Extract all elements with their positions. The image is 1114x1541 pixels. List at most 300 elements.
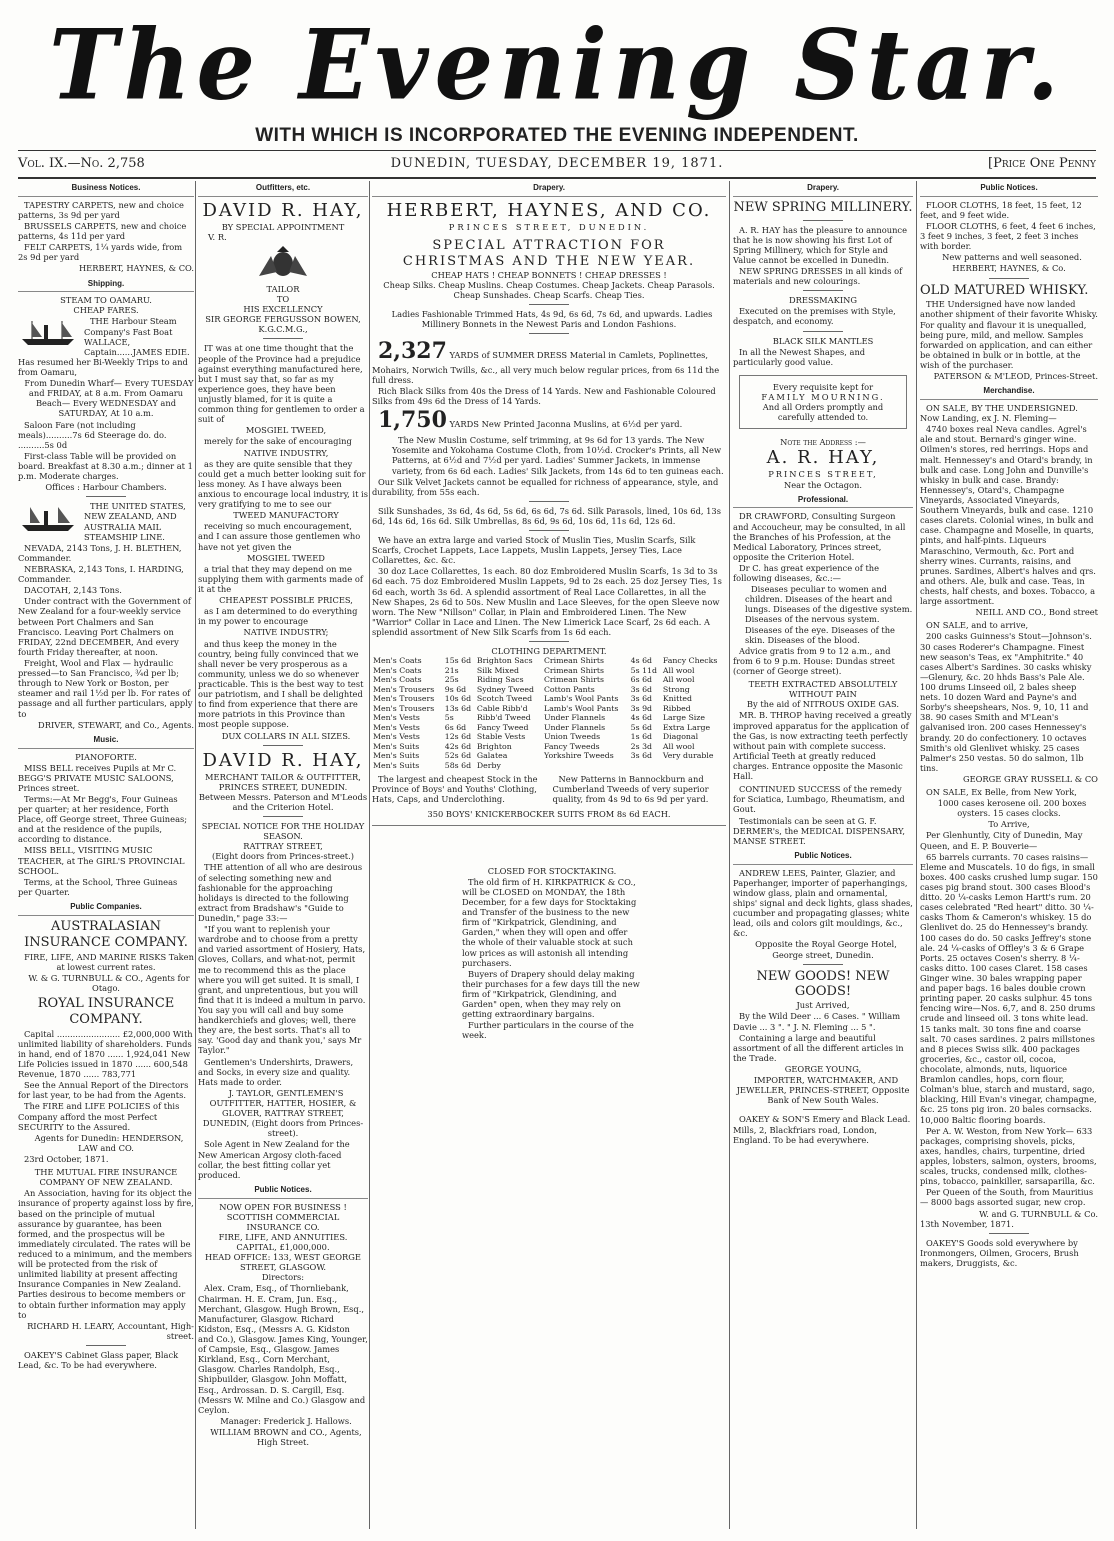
table-cell: Crimean Shirts (543, 656, 605, 666)
column-rule (729, 181, 730, 1529)
ad-text: Silk Sunshades, 3s 6d, 4s 6d, 5s 6d, 6s 6d, 7s 6d. Silk Parasols, lined, 10s 6d, 13s 6d, 14s 6d, 16s 6d. Silk Umbrellas, 8s 6d, 9s 6d, 10s 6d, 11s 6d, 12s 6d. (372, 505, 721, 526)
ad-text: CHEAPEST POSSIBLE PRICES, (219, 595, 353, 606)
ad-text: FLOOR CLOTHS, 6 feet, 4 feet 6 inches, 3 feet 9 inches, 3 feet, 2 feet 3 inches with border. (920, 220, 1096, 252)
ad-text: as they are quite sensible that they could get a much better looking suit for less money. As I have always been anxious to encourage local industry, it is very gratifying to me to see our (198, 458, 368, 510)
ad-heading: DAVID R. HAY, (202, 749, 364, 771)
table-cell: Knitted (662, 694, 693, 704)
ad-text: MOSGIEL TWEED (247, 552, 325, 563)
ad-text: BRUSSELS CARPETS, new and choice patterns, 4s 11d per yard (18, 220, 187, 242)
table-cell: 52s 6d (444, 751, 472, 761)
ad-text: NATIVE INDUSTRY, (243, 447, 329, 458)
ad-text: Note the Address :— (780, 437, 866, 448)
ad-heading: SPECIAL ATTRACTION FOR (432, 237, 666, 253)
ad-text: New patterns and well seasoned. (942, 252, 1082, 263)
ad-text: The FIRE and LIFE POLICIES of this Company afford the most Perfect SECURITY to the Assured. (18, 1101, 180, 1132)
table-cell: 13s 6d (444, 703, 472, 713)
table-cell: Men's Coats (373, 675, 422, 685)
ad-text: Sole Agent in New Zealand for the New American Argosy cloth-faced collar, the best fitting collar yet produced. (198, 1139, 350, 1180)
ad-text: Per Glenhuntly, City of Dunedin, May Queen, and E. P. Bouverie— (920, 830, 1083, 851)
divider (529, 501, 569, 502)
ad-text: Our Silk Velvet Jackets cannot be equalled for richness of appearance, style, and durability, from 55s each. (372, 476, 719, 497)
remedy-advert (733, 784, 913, 846)
table-cell: 42s 6d (444, 741, 472, 751)
ad-text: 1000 cases kerosene oil. 200 boxes oysters. 15 cases clocks. (937, 798, 1087, 819)
millinery-advert (733, 200, 913, 490)
table-cell: Lamb's Wool Pants (543, 694, 619, 704)
table-cell: Men's Suits (373, 760, 420, 770)
table-row (372, 751, 726, 761)
ad-text: Capital ........................ £2,000,000 With unlimited liability of shareholders. Funds in hand, end of 1870 ...... 1,924,041 New Life Policies issued in 1870 ...... 600,548 Revenue, 1870 ...... 783,771 (18, 1028, 193, 1080)
ad-text: W. & G. TURNBULL & CO., Agents for Otago. (28, 972, 190, 993)
divider (18, 177, 1096, 179)
steamer-advert (18, 295, 194, 492)
table-cell: 4s 6d (630, 656, 653, 666)
table-cell: Silk Mixed (476, 665, 519, 675)
ad-text: The New Muslin Costume, self trimming, at 9s 6d for 13 yards. The New Yosemite and Yokohama Costume Cloth, from 10½d. Crocker's Prints, all New Patterns, at 6½d and 7½d per yard. Ladies' Summer Jackets, in immense variety, from 6s 6d each. Ladies' Silk Jackets, from 14s 6d to ten guineas each. (392, 435, 724, 476)
table-cell (662, 761, 726, 771)
table-cell: Extra Large (662, 722, 711, 732)
holiday-notice (198, 821, 368, 1180)
insurance-advert (18, 919, 194, 993)
table-cell: 3s 6d (630, 684, 653, 694)
table-cell: 3s 6d (630, 694, 653, 704)
advertiser: DRIVER, STEWART, and Co., Agents. (38, 719, 194, 730)
table-cell: Ribb'd Tweed (476, 713, 531, 723)
table-row (372, 761, 726, 771)
table-cell: Fancy Tweed (476, 722, 529, 732)
ad-text: Containing a large and beautiful assortment of all the different articles in the Trade. (733, 1032, 904, 1063)
whisky-advert (920, 283, 1098, 382)
table-row (372, 723, 726, 733)
yardage-figure: 1,750 (378, 407, 447, 434)
dateline (18, 156, 1096, 176)
table-cell: Fancy Checks (662, 656, 718, 666)
ad-text: Agents for Dunedin: HENDERSON, LAW and CO. (34, 1132, 184, 1153)
ad-text: Rich Black Silks from 40s the Dress of 14 Yards. New and Fashionable Coloured Silks from 49s 6d the Dress of 14 Yards. (372, 386, 716, 407)
section-heading: Merchandise. (920, 384, 1098, 400)
advertiser: NEILL AND CO., Bond street (975, 607, 1098, 618)
painter-advert (733, 868, 913, 960)
ad-text: 65 barrels currants. 70 cases raisins—Eleme and Muscatels. 10 do figs, in small boxes. 400 casks crushed lump sugar. 150 cases pig brand stout. 300 cases Blood's ditto. 20 ¼-casks Lemon Hartt's rum. 20 cases celebrated "Red heart" ditto. 30 ¼-casks Thom & Cameron's whiskey. 15 do Glenlivet do. 25 do Hennessey's brandy. 100 cases do do. 50 casks Jeffrey's stone ale. 24 ¼-casks of Offley's 3 & 6 Grape Ports. 25 octaves Cosen's sherry. 8 ¼-casks ditto. 100 cases Claret. 158 cases Ginger wine. 30 bales wrapping paper and paper bags. 16 bales double crown printing paper. 20 casks sulphur. 45 tons fencing wire—Nos. 6,7, and 8. 250 drums crude and linseed oil. 3 tons white lead. 15 tanks malt. 30 tons fine and coarse salt. 70 cases sardines. 2 pairs millstones and 8 pieces Swiss silk. 400 packages groceries, &c., castor oil, cocoa, chocolate, almonds, nuts, liquorice Bramlon candles, hops, corn flour, Colman's blue, starch and mustard, sago, blacking, Hill Evan's vinegar, champagne, &c. 25 tons pig iron. 20 bales cornsacks. 10,000 Baltic flooring boards. (920, 851, 1098, 1125)
table-cell: 2s 3d (630, 741, 653, 751)
table-cell: Galatea (476, 751, 508, 761)
table-cell: Derby (476, 760, 501, 770)
ad-text: THE attention of all who are desirous of selecting something new and fashionable for the approaching holidays is directed to the following extract from Bradshaw's "Guide to Dunedin," page 33:— (198, 862, 363, 923)
ad-heading: THE MUTUAL FIRE INSURANCE COMPANY OF NEW ZEALAND. (34, 1167, 178, 1188)
ad-text: Terms, at the School, Three Guineas per Quarter. (18, 876, 178, 897)
ad-text: Every requisite kept for (772, 381, 874, 392)
ad-text: 4740 boxes real Neva candles. Agrel's ale and stout. Bernard's ginger wine. Oilmen's stores, red herrings. Hops and malt. Hennessey's and Otard's brandy, in bulk and case. Long John and Dunville's whisky in bulk and case. Brandy: Hennessey's, Otard's, Champagne Vineyards, Associated Vineyards, Southern Vineyards, bulk and case. 1210 cases clarets. Colonial wines, in bulk and case. Champagne and Moselle, in quarts, pints, and half-pints. Liqueurs Maraschino, Vermouth, &c. Port and sherry wines. Currants, raisins, and prunes. Sardines, Albert's halves and qrs. and others. Ale, bulk and case. Teas, in chests, half chests, and boxes. Tobacco, a large assortment. (920, 424, 1096, 607)
table-row (372, 713, 726, 723)
ad-text: BY SPECIAL APPOINTMENT (221, 221, 345, 232)
oakey-goods-advert (920, 1238, 1098, 1268)
ad-subheading: CHEAP FARES. (73, 305, 139, 316)
column-rule (369, 181, 370, 1529)
ad-text: The largest and cheapest Stock in the Province of Boys' and Youths' Clothing, Hats, Caps, and Underclothing. (372, 774, 538, 805)
table-cell: Men's Vests (373, 713, 420, 723)
divider (989, 278, 1029, 279)
ad-text: Per A. W. Weston, from New York— 633 packages, comprising shovels, picks, axes, handles, chairs, turpentine, dried apples, lobsters, salmon, oysters, brooms, scales, trucks, condensed milk, clothes-pins, tobacco, painkiller, sarsaparilla, &c. (920, 1125, 1097, 1187)
ad-heading: GEORGE YOUNG, (784, 1064, 862, 1074)
ad-text: DACOTAH, 2,143 Tons. (24, 585, 122, 596)
ad-text: Between Messrs. Paterson and M'Leods and the Criterion Hotel. (198, 791, 368, 812)
ad-text: From Dunedin Wharf— Every TUESDAY and FRIDAY, at 8 a.m. From Oamaru Beach— Every WEDNESDAY and SATURDAY, At 10 a.m. (24, 378, 194, 419)
column-3 (372, 181, 726, 1531)
section-heading: Professional. (733, 493, 913, 509)
ad-text: FELT CARPETS, 1¼ yards wide, from 2s 9d per yard (18, 242, 183, 263)
column-4 (733, 181, 913, 1531)
ad-text: Further particulars in the course of the week. (462, 1020, 634, 1041)
masthead-title: The Evening Star. (49, 8, 1065, 122)
ad-text: 350 BOYS' KNICKERBOCKER SUITS FROM 8s 6d EACH. (427, 808, 671, 819)
volume-number: Vol. IX.—No. 2,758 (18, 156, 145, 171)
royal-crest-icon (253, 246, 313, 280)
dentist-advert (733, 679, 913, 781)
table-cell: All wool (662, 665, 695, 675)
ad-text: By the aid of NITROUS OXIDE GAS. (746, 699, 900, 710)
ad-text: By the Wild Deer ... 6 Cases. " William Davie ... 3 ". " J. N. Fleming ... 5 ". (733, 1011, 901, 1032)
ad-text: Dr C. has great experience of the following diseases, &c.:— (733, 562, 880, 584)
advertiser: HERBERT, HAYNES, & CO. (78, 263, 194, 274)
table-cell: 12s 6d (444, 732, 472, 742)
divider (86, 1345, 126, 1346)
new-goods-advert (733, 969, 913, 1106)
section-heading: Drapery. (372, 181, 726, 197)
ad-text: merely for the sake of encouraging (204, 436, 352, 447)
ad-text: OAKEY'S Goods sold everywhere by Ironmongers, Oilmen, Grocers, Brush makers, Druggists, &c. (920, 1237, 1079, 1268)
advertiser: GEORGE GRAY RUSSELL & CO (962, 773, 1098, 784)
ad-text: THE Harbour Steam Company's Fast Boat WALLACE, Captain......JAMES EDIE. Has resumed her Bi-Weekly Trips to and from Oamaru, (18, 316, 190, 378)
ad-text: a trial that they may depend on me supplying them with garments made of it at the (198, 563, 363, 594)
table-cell: 4s 6d (630, 713, 653, 723)
table-cell: Cotton Pants (543, 684, 595, 694)
ad-text: 30 doz Lace Collarettes, 1s each. 80 doz Embroidered Muslin Scarfs, 1s 3d to 3s 6d each. 75 doz Embroidered Muslin Lappets, 9d to 2s each. 25 doz Jersey Ties, 1s 6d each, worth 3s 6d. A splendid assortment of Real Lace Collarettes, in all the New Shapes, 2s 6d to 50s. New Muslin and Lace Sleeves, for the open Sleeve now worn. The New "Nillson" Collar, in Plain and Embroidered Linen. The New "Warrior" Collar in Lace and Linen. The New Limerick Lace Scarf, 2s 6d each. A splendid assortment of New Silk Scarfs from 1s 6d each. (372, 566, 722, 638)
table-cell (630, 761, 662, 771)
clothing-footer (372, 773, 726, 805)
table-cell: 15s 6d (444, 656, 472, 666)
stocktaking-notice (462, 866, 642, 1041)
ad-heading: FAMILY MOURNING. (761, 392, 885, 403)
table-cell: Under Flannels (543, 722, 606, 732)
divider (529, 530, 569, 531)
ad-text: Terms:—At Mr Begg's, Four Guineas per quarter; at her residence, Forth Place, off George street, Three Guineas; and at the residence of the pupils, according to distance. (18, 793, 188, 845)
ad-text: 23rd October, 1871. (24, 1153, 109, 1164)
table-cell: Men's Vests (373, 722, 420, 732)
divider (803, 220, 843, 221)
table-cell: 21s (444, 665, 459, 675)
ad-heading: OLD MATURED WHISKY. (920, 282, 1089, 298)
advertiser: PATERSON & M'LEOD, Princes-Street. (933, 371, 1098, 382)
ad-text: NATIVE INDUSTRY; (243, 627, 329, 638)
table-cell: Ribbed (662, 703, 691, 713)
issue-date: DUNEDIN, TUESDAY, DECEMBER 19, 1871. (390, 156, 724, 171)
section-heading: Drapery. (733, 181, 913, 197)
divider (86, 496, 126, 497)
clothing-price-table (372, 656, 726, 770)
ad-text: THE Undersigned have now landed another shipment of their favorite Whisky. For quality and flavour it is unequalled, being pure, mild, and mellow. Samples forwarded on application, and can either be obtained in bulk or in bottle, at the wish of the purchaser. (920, 299, 1098, 371)
ad-text: "If you want to replenish your wardrobe and to choose from a pretty and varied assortment of Hosiery, Hats, Gloves, Collars, and what-not, permit me to recommend this as the place where you will get suited. It is small, I grant, and unpretentious, but you will find that it is indeed a multum in parvo. You say you will call and buy some handkerchiefs and gloves; well, there they are, the best sorts. That's all to say. 'Good day and thank you,' says Mr Taylor." (198, 924, 366, 1056)
section-heading: Public Companies. (18, 900, 194, 916)
ad-text: Gentlemen's Undershirts, Drawers, and Socks, in every size and quality. Hats made to order. (198, 1056, 354, 1087)
ad-text: NEVADA, 2143 Tons, J. H. BLETHEN, Commander. (18, 542, 182, 563)
ad-text: An Association, having for its object the insurance of property against loss by fire, based on the principle of mutual assurance by guarantee, has been formed, and the prospectus will be immediately circulated. The rates will be reduced to a minimum, and the members will be protected from the risk of unlimited liability at present affecting Insurance Companies in New Zealand. Parties desirous to become members or to obtain further information may apply to (18, 1188, 194, 1320)
table-cell: Brighton Sacs (476, 656, 533, 666)
tailor-advert (198, 200, 368, 741)
ad-text: Testimonials can be seen at G. F. DERMER's, the MEDICAL DISPENSARY, MANSE STREET. (733, 815, 905, 846)
divider (803, 290, 843, 291)
ad-text: OAKEY'S Cabinet Glass paper, Black Lead, &c. To be had everywhere. (18, 1349, 179, 1371)
table-cell: Fancy Tweeds (543, 741, 600, 751)
ad-text: In all the Newest Shapes, and particularly good value. (733, 346, 866, 367)
advertiser: HERBERT, HAYNES, & Co. (952, 263, 1066, 274)
ad-text: TO (276, 294, 290, 305)
table-row (372, 694, 726, 704)
table-cell: Union Tweeds (543, 732, 601, 742)
ad-text: TWEED MANUFACTORY (233, 510, 339, 521)
ad-text: TAILOR (266, 283, 300, 294)
column-rule (195, 181, 196, 1529)
table-row (372, 742, 726, 752)
table-cell: Men's Trousers (373, 703, 435, 713)
ad-text: The old firm of H. KIRKPATRICK & CO., will be CLOSED on MONDAY, the 18th December, for a few days for Stocktaking and Transfer of the business to the new firm of "Kirkpatrick, Glendining, and Garden," when they will open and offer the whole of their valuable stock at such low prices as will astonish all intending purchasers. (462, 876, 637, 968)
section-heading: Public Notices. (920, 181, 1098, 197)
ad-heading: TEETH EXTRACTED ABSOLUTELY WITHOUT PAIN (748, 679, 898, 700)
ad-text: PRINCES STREET, DUNEDIN. (448, 221, 650, 232)
ad-text: And all Orders promptly and carefully attended to. (762, 402, 884, 423)
table-cell: Brighton (476, 741, 512, 751)
ad-text: SIR GEORGE FERGUSSON BOWEN, K.G.C.M.G., (205, 314, 361, 335)
column-rule (916, 181, 917, 1529)
divider (529, 641, 569, 642)
table-cell: All wool (662, 675, 695, 685)
ad-text: Diseases peculiar to women and children. Diseases of the heart and lungs. Diseases of the digestive system. Diseases of the nervous system. Diseases of the eye. Diseases of the skin. Diseases of the blood. (745, 584, 913, 645)
divider (803, 964, 843, 965)
table-row (372, 704, 726, 714)
section-heading: Outfitters, etc. (198, 181, 368, 197)
royal-crest-row (198, 232, 368, 242)
ad-text: NEBRASKA, 2,143 Tons, I. HARDING, Commander. (18, 564, 184, 585)
ad-text: See the Annual Report of the Directors for last year, to be had from the Agents. (18, 1080, 189, 1101)
ad-text: FIRE, LIFE, AND ANNUITIES. (218, 1231, 348, 1242)
ad-heading: ROYAL INSURANCE COMPANY. (37, 995, 175, 1027)
ad-text: MOSGIEL TWEED, (245, 425, 327, 436)
section-heading: Business Notices. (18, 181, 194, 197)
ad-text: FLOOR CLOTHS, 18 feet, 15 feet, 12 feet, and 9 feet wide. (920, 199, 1082, 220)
ad-text: MR. B. THROP having received a greatly improved apparatus for the application of the Gas, is now extracting teeth perfectly without pain with complete success. Artificial Teeth at greatly reduced charges. Entrance opposite the Masonic Hall. (733, 710, 912, 782)
table-cell: Men's Trousers (373, 694, 435, 704)
table-cell: 3s 9d (630, 703, 653, 713)
table-cell: 5s 6d (630, 722, 653, 732)
table-cell: Men's Trousers (373, 684, 435, 694)
ad-text: Near the Octagon. (784, 479, 862, 490)
ad-heading: DAVID R. HAY, (202, 199, 364, 221)
section-heading: Public Notices. (733, 849, 913, 865)
table-cell: Strong (662, 684, 690, 694)
steamship-icon (18, 503, 78, 533)
ad-text: New Patterns in Bannockburn and Cumberland Tweeds of very superior quality, from 4s 9d to 6s 9d per yard. (552, 774, 709, 805)
ad-text: Cheap Silks. Cheap Muslins. Cheap Costumes. Cheap Jackets. Cheap Parasols. Cheap Sunshades. Cheap Scarfs. Cheap Ties. (383, 279, 715, 300)
ad-heading: A. R. HAY, (766, 447, 880, 469)
table-cell: Men's Suits (373, 751, 420, 761)
ad-text: IT was at one time thought that the people of the Province had a prejudice against everything manufactured here, but I must say that, so far as my experience goes, they have been unjustly blamed, for it is quite a common thing for gentlemen to order a suit of (198, 343, 365, 425)
merchant-tailor-advert (198, 750, 368, 812)
ad-text: FIRE, LIFE, AND MARINE RISKS Taken at lowest current rates. (24, 951, 194, 972)
ad-text: Ladies Fashionable Trimmed Hats, 4s 9d, 6s 6d, 7s 6d, and upwards. Ladies Millinery Bonnets in the Newest Paris and London Fashions. (391, 308, 713, 329)
table-cell: 58s 6d (444, 760, 472, 770)
ad-text: YARDS of SUMMER DRESS Material in Camlets, Poplinettes, Mohairs, Norwich Twills, &c., all very much below regular prices, from 6s 11d the full dress. (372, 350, 720, 386)
divider (263, 745, 303, 746)
table-cell: 6s 6d (630, 675, 653, 685)
sale-advert-russell (920, 620, 1098, 784)
advertiser: RICHARD H. LEARY, Accountant, High-street. (27, 1320, 194, 1341)
ad-heading: NEW GOODS! NEW GOODS! (756, 968, 890, 1000)
section-heading: Public Notices. (198, 1183, 368, 1199)
table-cell: Crimean Shirts (543, 665, 605, 675)
section-heading: Shipping. (18, 277, 194, 293)
carpet-advert (18, 200, 194, 274)
ad-heading: DRESSMAKING (788, 295, 858, 306)
ad-text: CONTINUED SUCCESS of the remedy for Sciatica, Lumbago, Rheumatism, and Gout. (733, 784, 905, 815)
scottish-insurance-advert (198, 1202, 368, 1448)
ad-text: A. R. HAY has the pleasure to announce that he is now showing his first Lot of Spring Millinery, which for Style and Value cannot be excelled in Dunedin. (733, 224, 907, 265)
ad-text: OAKEY & SON'S Emery and Black Lead. Mills, 2, Blackfriars road, London, England. To be had everywhere. (733, 1114, 911, 1145)
ad-text: 13th November, 1871. (920, 1218, 1014, 1229)
ad-text: Under contract with the Government of New Zealand for a four-weekly service between Port Chalmers and San Francisco. Leaving Port Chalmers on FRIDAY, 22nd DECEMBER, And every fourth Friday thereafter, at noon. (18, 596, 191, 657)
ad-text: YARDS New Printed Jaconna Muslins, at 6½d per yard. (449, 419, 683, 430)
column-2 (198, 181, 368, 1531)
table-cell: Men's Coats (373, 665, 422, 675)
ad-text: CHEAP HATS ! CHEAP BONNETS ! CHEAP DRESSES ! (431, 269, 667, 280)
ad-text: Buyers of Drapery should delay making their purchases for a few days till the new firm of "Kirkpatrick, Glendining, and Garden" open, when they may rely on getting extraordinary bargains. (462, 968, 640, 1020)
ad-text: receiving so much encouragement, and I can assure those gentlemen who have not yet given the (198, 521, 361, 552)
ad-text: Freight, Wool and Flax — hydraulic pressed—to San Francisco, ¾d per lb; through to New York or Boston, per steamer and rail 1½d per lb. For rates of passage and all further particulars, apply to (18, 657, 193, 719)
drapery-advert (372, 200, 726, 819)
table-cell: Under Flannels (543, 713, 606, 723)
ad-text: We have an extra large and varied Stock of Muslin Ties, Muslin Scarfs, Silk Scarfs, Crochet Lappets, Lace Lappets, Muslin Lappets, Jersey Ties, Lace Collarettes, &c. &c. (372, 535, 696, 566)
table-cell: 5s (444, 713, 454, 723)
table-cell: Crimean Shirts (543, 675, 605, 685)
ad-heading: THE UNITED STATES, NEW ZEALAND, AND AUSTRALIA MAIL STEAMSHIP LINE. (84, 501, 186, 542)
music-advert (18, 752, 194, 898)
ad-text: ANDREW LEES, Painter, Glazier, and Paperhanger, importer of paperhangings, window glass, plain and ornamental, ships' signal and deck lights, glass shades, cucumber and propagating glasses; white lead, oils and colors gilt mouldings, &c., &c. (733, 867, 913, 939)
ad-heading: CHRISTMAS AND THE NEW YEAR. (402, 253, 696, 269)
table-row (372, 732, 726, 742)
table-cell: Yorkshire Tweeds (543, 751, 614, 761)
ad-text: NEW SPRING DRESSES in all kinds of materials and new colourings. (733, 266, 903, 287)
ad-text: HEAD OFFICE: 133, WEST GEORGE STREET, GLASGOW. (205, 1252, 361, 1273)
table-cell: Diagonal (662, 732, 699, 742)
crest-initials: V. R. (208, 231, 227, 242)
ad-heading: ON SALE, Ex Belle, from New York, (926, 787, 1077, 798)
table-cell: Sydney Tweed (476, 684, 534, 694)
ad-text: Directors: (261, 1272, 305, 1283)
yardage-figure: 2,327 (378, 338, 447, 365)
ad-heading: ON SALE, and to arrive, (926, 620, 1029, 631)
ad-text: TAPESTRY CARPETS, new and choice patterns, 3s 9d per yard (18, 199, 184, 220)
ad-text: (Eight doors from Princes-street.) (211, 851, 355, 862)
table-cell: 6s 6d (444, 722, 467, 732)
sale-advert-turnbull (920, 787, 1098, 1229)
divider (989, 1233, 1029, 1234)
ad-heading: NOW OPEN FOR BUSINESS ! (219, 1201, 347, 1212)
ad-text: Offices : Harbour Chambers. (45, 482, 167, 493)
ad-text: First-class Table will be provided on board. Breakfast at 8.30 a.m.; dinner at 1 p.m. Moderate charges. (18, 450, 193, 482)
ad-text: Alex. Cram, Esq., of Thornliebank, Chairman. H. E. Cram, Jun. Esq., Merchant, Glasgow. Hugh Brown, Esq., Manufacturer, Glasgow. Richard Kidston, Esq., (Messrs A. G. Kidston and Co.), Glasgow. James King, Younger, of Campsie, Esq., Glasgow. James Kirkland, Esq., Corn Merchant, Glasgow. Charles Randolph, Esq., Shipbuilder, Glasgow. John Moffatt, Esq., Ardrossan. D. S. Cargill, Esq. (Messrs W. Milne and Co.) Glasgow and Ceylon. (198, 1283, 368, 1415)
ad-text: MERCHANT TAILOR & OUTFITTER, PRINCES STREET, DUNEDIN. (205, 771, 361, 792)
table-cell: 5s 11d (630, 665, 658, 675)
incorporated-line: WITH WHICH IS INCORPORATED THE EVENING INDEPENDENT. (255, 125, 859, 146)
divider (263, 338, 303, 339)
ad-text: J. TAYLOR, GENTLEMEN'S OUTFITTER, HATTER, HOSIER, & GLOVER, RATTRAY STREET, DUNEDIN, (Eight doors from Princes-street). (202, 1087, 364, 1139)
ad-text: PRINCES STREET, (768, 469, 878, 480)
table-cell: Men's Coats (373, 656, 422, 666)
ad-text: Per Queen of the South, from Mauritius— 8000 bags assorted sugar, new crop. (920, 1187, 1094, 1208)
divider (529, 304, 569, 305)
ad-text: Executed on the premises with Style, despatch, and economy. (733, 306, 896, 327)
mail-steamship-advert (18, 501, 194, 729)
sale-advert-neill (920, 403, 1098, 617)
ad-text: CAPITAL, £1,000,000. (236, 1242, 330, 1253)
ad-text: HIS EXCELLENCY (243, 304, 323, 315)
advertiser: W. and G. TURNBULL & Co. (979, 1208, 1098, 1219)
masthead (0, 8, 1114, 125)
ad-text: Just Arrived, (796, 1000, 850, 1011)
ad-text: as I am determined to do everything in my power to encourage (198, 606, 358, 627)
table-cell: Large Size (662, 713, 706, 723)
table-row (372, 685, 726, 695)
ad-heading: SPECIAL NOTICE FOR THE HOLIDAY SEASON. (201, 821, 365, 842)
advertiser: WILLIAM BROWN and CO., Agents, High Street. (210, 1427, 362, 1448)
table-cell: Lamb's Wool Pants (543, 703, 619, 713)
ad-text: MISS BELL receives Pupils at Mr C. BEGG'S PRIVATE MUSIC SALOONS, Princes street. (18, 762, 177, 793)
table-cell: Very durable (662, 751, 714, 761)
table-cell: 10s 6d (444, 694, 472, 704)
table-row (372, 666, 726, 676)
mutual-fire-advert (18, 1167, 194, 1341)
floorcloth-advert (920, 200, 1098, 274)
table-cell: Cable Ribb'd (476, 703, 528, 713)
ad-heading: NEW SPRING MILLINERY. (733, 199, 913, 215)
price: [Price One Penny (988, 156, 1096, 171)
table-cell: Men's Vests (373, 732, 420, 742)
ad-heading: CLOSED FOR STOCKTAKING. (487, 865, 617, 876)
ad-heading: To Arrive, (988, 819, 1030, 830)
divider (803, 1109, 843, 1110)
section-heading: Music. (18, 733, 194, 749)
mourning-box (739, 375, 907, 429)
table-cell: 25s (444, 675, 459, 685)
oakey-son-advert (733, 1114, 913, 1144)
table-cell: All wool (662, 741, 695, 751)
ad-text: Manager: Frederick J. Hallows. (220, 1415, 352, 1426)
ad-heading: HERBERT, HAYNES, AND CO. (386, 199, 712, 221)
ad-heading: PIANOFORTE. (75, 751, 137, 762)
ad-text: RATTRAY STREET, (243, 841, 323, 852)
table-cell: 1s 6d (630, 732, 653, 742)
ad-text: Opposite the Royal George Hotel, George street, Dunedin. (755, 939, 897, 960)
ad-heading: AUSTRALASIAN INSURANCE COMPANY. (24, 918, 188, 950)
column-5 (920, 181, 1098, 1531)
ad-heading: ON SALE, BY THE UNDERSIGNED. Now Landing, ex J. N. Fleming— (920, 403, 1078, 424)
divider (529, 333, 569, 334)
ad-text: IMPORTER, WATCHMAKER, AND JEWELLER, PRINCES-STREET, Opposite Bank of New South Wales. (736, 1075, 910, 1106)
table-cell: Men's Suits (373, 741, 420, 751)
table-cell: Riding Sacs (476, 675, 524, 685)
table-cell: Scotch Tweed (476, 694, 533, 704)
oakey-advert (18, 1350, 194, 1370)
table-cell (543, 761, 630, 771)
table-cell: 9s 6d (444, 684, 467, 694)
